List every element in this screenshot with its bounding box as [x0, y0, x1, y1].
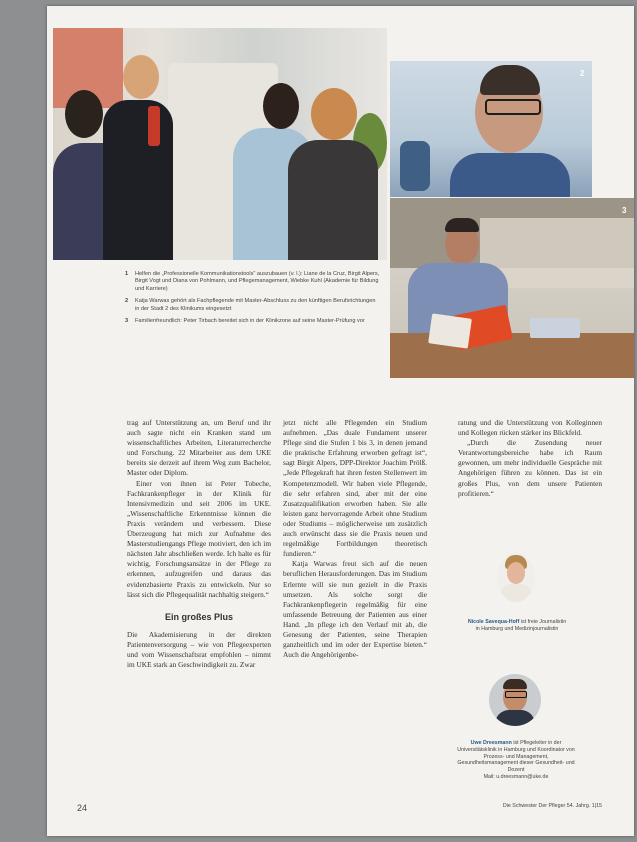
page-number: 24	[77, 803, 88, 813]
paragraph: trag auf Unterstützung an, um Beruf und ihr auch sagte nicht ein Kranken stand um wissenschaftliches Arbeiten, Literaturrecherche und Forschung. 22 Mitarbeiter aus dem UKE bereits sie derzeit auf ihrem Weg zum Bachelor, Master oder Diplom.	[127, 418, 271, 478]
publication-source: Die Schwester Der Pfleger 54. Jahrg. 1|15	[502, 803, 602, 809]
author-description: ist freie Journalistin in Hamburg und Medizinjournalistin	[475, 619, 567, 632]
author-profile	[467, 619, 567, 633]
paragraph: Die Akademisierung in der direkten Patientenversorgung – wie von Pflegeexperten und vom Wissenschaftsrat empfohlen – nimmt im UKE stark an Geschwindigkeit zu. Zwar	[127, 629, 271, 670]
photo-man-studying	[390, 198, 634, 378]
magazine-page	[47, 6, 634, 836]
section-heading: Ein großes Plus	[164, 611, 233, 622]
article-column-2	[283, 418, 427, 660]
article-column-3	[458, 418, 602, 499]
caption-item: 3 Familienfreundlich: Peter Tirbach bereitet sich in der Klinikzone auf seine Master-Prüfung vor	[125, 318, 365, 325]
article-column-1	[127, 418, 271, 670]
author-name: Uwe Dreesmann	[470, 740, 512, 746]
photo-number-badge: 2	[580, 69, 585, 78]
paragraph: Einer von ihnen ist Peter Tobeche, Fachkrankenpfleger in der Klinik für Intensivmedizin und seit 2006 im UKE. „Wissenschaftliche Erkenntnisse können die Praxis verändern und verbessern. Diese Überzeugung hat mich zur Aufnahme des Masterstudiengangs Pflege motiviert, den ich im nächsten Jahr abschließen werde. Ich halte es für wichtig, Forschungsansätze in der Pflege zu erkennen, aufzugreifen und daraus das evidenzbasierte Praxis zu entwickeln. Nur so lässt sich die Pflegequalität nachhaltig steigern.“	[127, 478, 271, 599]
paragraph: jetzt nicht alle Pflegenden ein Studium aufnehmen. „Das duale Fundament unserer Pflege sind die Stufen 1 bis 3, in denen jemand die praktische Erfahrung erworben gefragt ist“, sagt Birgit Alpers, DPP-Direktor Joachim Prölß. „Jede Pflegekraft hat ihren festen Stellenwert im Kompetenzmodell. Wir haben viele Pflegende, die sehr erfahren sind, aber mit der eine Zusatzqualifikation erworben haben. Sie alle leisten ganz hervorragende Arbeit ohne Studium oder Studiums – möglicherweise um zusätzlich auch erwünscht dass sie die Praxis neuen und regelmäßige Fortbildungen theoretisch fundieren.“	[283, 418, 427, 559]
author-description: ist Pflegeleiter in der Universitätsklinik in Hamburg und Koordinator von Prozess- und Management, Gesundheitsmanagement dieser Gesundheit- und Dozent	[457, 740, 575, 774]
author-avatar	[489, 674, 541, 726]
caption-item: 1 Helfen die „Professionelle Kommunikationstools“ auszubauen (v. l.): Liane de la Cruz, Birgit Alpers, Birgit Vogt und Diana von Pohlmann, und Pflegemanagement, Wiebke Kuhl (Akademie für Bildung und Karriere)	[125, 271, 380, 292]
caption-item: 2 Katja Warwas gehört als Fachpflegende mit Master-Abschluss zu den künftigen Berufsrichtungen in der Stadt 2 des Klinikums eingesetzt	[125, 298, 376, 312]
paragraph: ratung und die Unterstützung von Kolleginnen und Kollegen rücken stärker ins Blickfeld.	[458, 418, 602, 438]
portrait-photo-woman	[390, 61, 592, 197]
author-email: Mail: u.dreesmann@uke.de	[483, 773, 549, 780]
author-name: Nicole Savequa-Hoff	[467, 619, 520, 625]
group-photo	[53, 28, 387, 260]
author-avatar	[497, 552, 535, 602]
photo-number-badge: 3	[622, 206, 627, 215]
paragraph: Katja Warwas freut sich auf die neuen beruflichen Herausforderungen. Das im Studium Erlernte will sie nun gezielt in die Praxis umsetzen. Als solche sorgt die Fachkrankenpflegerin regelmäßig für eine umfassende Betreuung der Patienten aus einer Hand. „In pflege ich den Verlauf mit ab, die Genesung der Patienten, seine Therapien ganzheitlich und im oder der Expertise bieten.“ Auch die Angehörigenbe-	[283, 559, 427, 660]
photo-captions	[125, 271, 380, 330]
author-profile	[457, 740, 575, 781]
paragraph: „Durch die Zusendung neuer Verantwortungsbereiche habe ich Raum gewonnen, um mehr individuelle Gespräche mit Angehörigen führen zu können. Das ist ein großes Plus, von dem unsere Patienten profitieren.“	[458, 438, 602, 498]
